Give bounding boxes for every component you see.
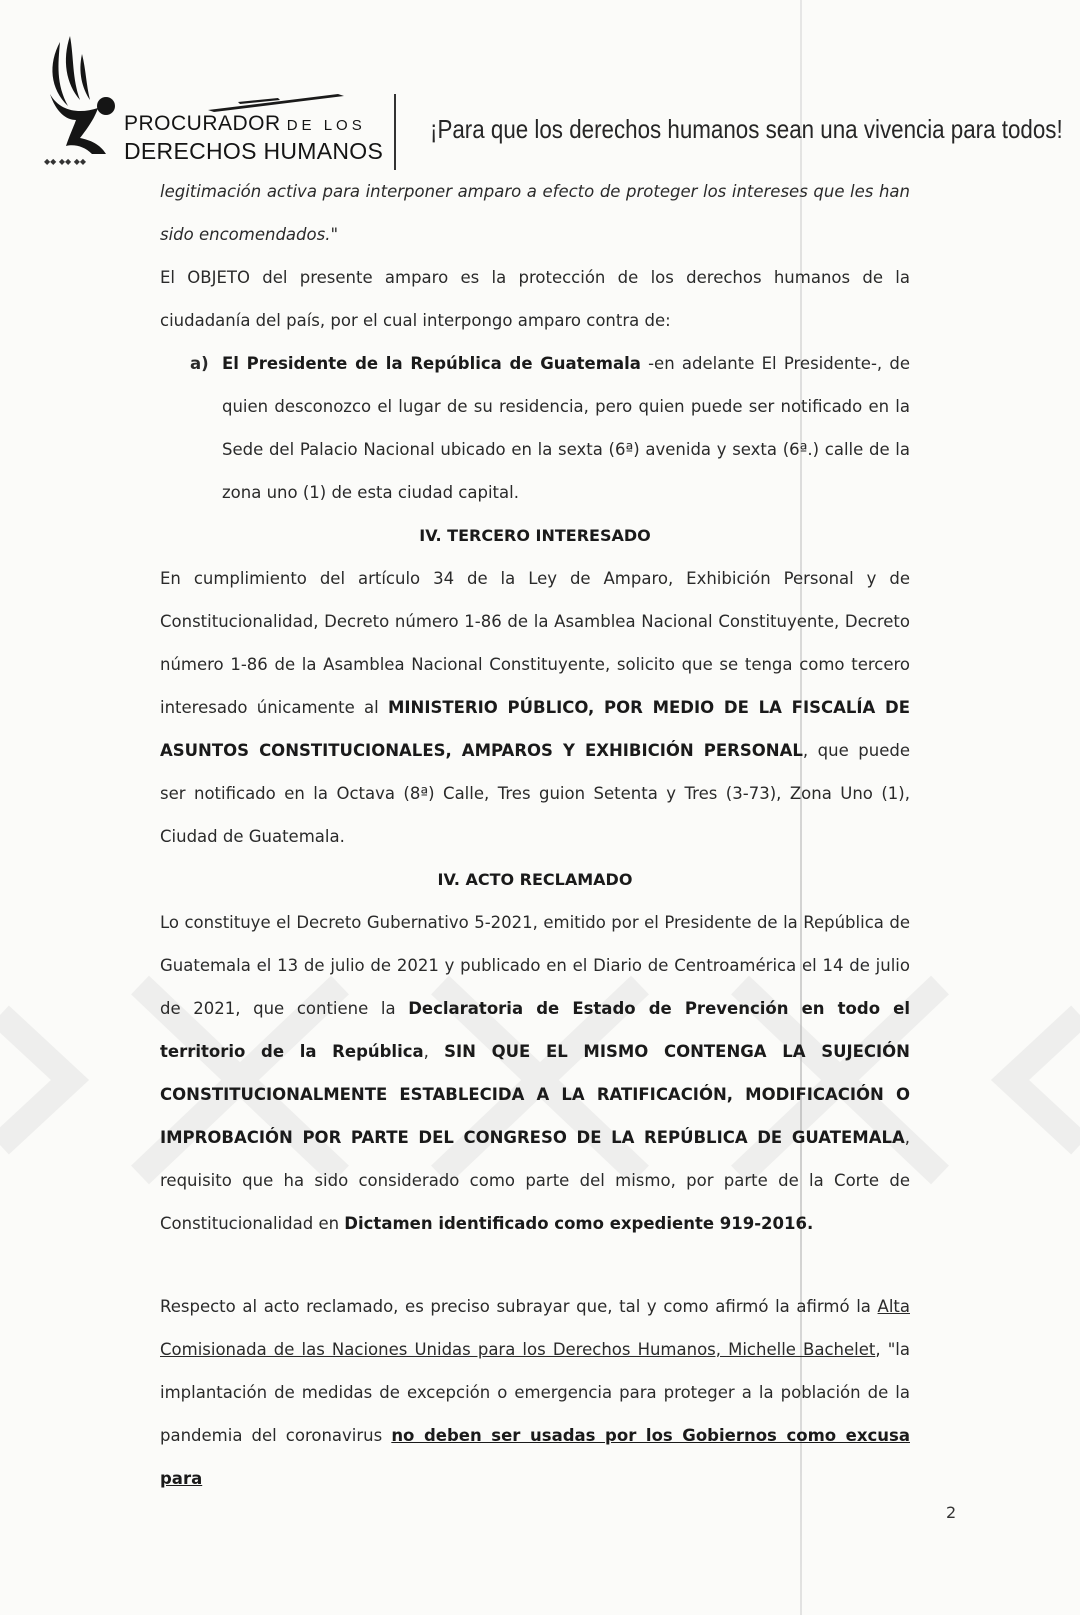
paragraph-acto-bold2: SIN QUE EL MISMO CONTENGA LA SUJECIÓN CONSTITUCIONALMENTE ESTABLECIDA A LA RATIFICACIÓN, MODIFICACIÓN O IMPROBACIÓN POR PARTE DEL CONGRESO DE LA REPÚBLICA DE GUATEMALA — [160, 1042, 910, 1147]
paragraph-respecto-underline: Alta Comisionada de las Naciones Unidas para los Derechos Humanos, Michelle Bachelet — [160, 1297, 910, 1359]
paragraph-acto — [160, 901, 910, 1245]
heading-acto-reclamado: IV. ACTO RECLAMADO — [437, 870, 633, 889]
paragraph-acto-start: Lo constituye el Decreto Gubernativo 5-2021, emitido por el Presidente de la República de Guatemala el 13 de julio de 2021 y publicado en el Diario de Centroamérica el 14 de julio de 2021, que contiene la — [160, 913, 910, 1018]
logo-swoosh-icon — [208, 92, 348, 114]
paragraph-acto-sep: , — [423, 1042, 445, 1061]
org-name-line2: DERECHOS HUMANOS — [124, 138, 384, 164]
paragraph-acto-bold1: Declaratoria de Estado de Prevención en todo el territorio de la República — [160, 999, 910, 1061]
list-item-bold: El Presidente de la República de Guatemala — [222, 354, 641, 373]
paragraph-tercero-start: En cumplimiento del artículo 34 de la Ley de Amparo, Exhibición Personal y de Constitucionalidad, Decreto número 1-86 de la Asamblea Nacional Constituyente, Decreto número 1-86 de la Asamblea Nacional Constituyente, solicito que se tenga como tercero interesado únicamente al — [160, 569, 910, 717]
paragraph-acto-mid: , requisito que ha sido considerado como parte del mismo, por parte de la Corte de Constitucionalidad en — [160, 1128, 910, 1233]
document-body — [160, 170, 910, 1500]
paragraph-gap — [160, 1245, 910, 1285]
list-item-label: a) — [190, 354, 209, 373]
paragraph-objeto: El OBJETO del presente amparo es la protección de los derechos humanos de la ciudadanía del país, por el cual interpongo amparo contra de: — [160, 268, 910, 330]
paragraph-respecto-start: Respecto al acto reclamado, es preciso subrayar que, tal y como afirmó la afirmó la — [160, 1297, 878, 1316]
list-item-a — [160, 342, 910, 514]
heading-tercero-interesado: IV. TERCERO INTERESADO — [419, 526, 651, 545]
pdh-logo-icon — [40, 34, 130, 169]
paragraph-tercero-bold: MINISTERIO PÚBLICO, POR MEDIO DE LA FISCALÍA DE ASUNTOS CONSTITUCIONALES, AMPAROS Y EXHIBICIÓN PERSONAL — [160, 698, 910, 760]
svg-text:◆◆ ◆◆ ◆◆: ◆◆ ◆◆ ◆◆ — [44, 157, 86, 166]
paragraph-respecto-bold-underline: no deben ser usadas por los Gobiernos como excusa para — [160, 1426, 910, 1488]
slogan: ¡Para que los derechos humanos sean una vivencia para todos! — [430, 114, 1063, 144]
org-name-line1-small: DE LOS — [286, 117, 366, 134]
org-name — [124, 112, 404, 165]
paragraph-tercero — [160, 557, 910, 858]
header-divider — [394, 94, 396, 170]
list-item-text — [222, 342, 910, 514]
paragraph-acto-bold3: Dictamen identificado como expediente 919-2016. — [344, 1214, 814, 1233]
page-number: 2 — [946, 1503, 957, 1522]
list-item-rest: -en adelante El Presidente-, de quien desconozco el lugar de su residencia, pero quien puede ser notificado en la Sede del Palacio Nacional ubicado en la sexta (6ª) avenida y sexta (6ª.) calle de la zona uno (1) de esta ciudad capital. — [222, 354, 910, 502]
paragraph-respecto — [160, 1285, 910, 1500]
paragraph-respecto-mid: , "la implantación de medidas de excepción o emergencia para proteger a la población de la pandemia del coronavirus — [160, 1340, 910, 1445]
paragraph-legitimacion: legitimación activa para interponer amparo a efecto de proteger los intereses que les han sido encomendados." — [160, 182, 910, 244]
org-name-line1: PROCURADOR — [124, 112, 281, 135]
paragraph-tercero-end: , que puede ser notificado en la Octava (8ª) Calle, Tres guion Setenta y Tres (3-73), Zona Uno (1), Ciudad de Guatemala. — [160, 741, 910, 846]
letterhead — [40, 34, 1063, 174]
